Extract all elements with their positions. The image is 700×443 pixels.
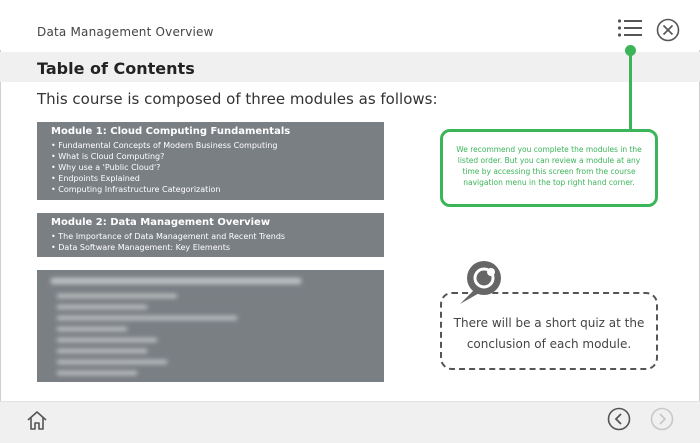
next-button[interactable] [650,407,674,431]
module-2-title: Module 2: Data Management Overview [51,217,271,228]
previous-button[interactable] [607,407,631,431]
chevron-right-circle-icon [650,407,674,431]
module-1-topics [51,140,372,195]
home-icon[interactable] [26,409,48,431]
blurred-content [51,274,371,378]
menu-list-icon[interactable] [617,17,643,39]
list-item: • Fundamental Concepts of Modern Business Computing [51,140,372,151]
tip-text: We recommend you complete the modules in the listed order. But you can review a module at any time by accessing this screen from the course navigation menu in the top right hand corner. [456,145,642,187]
tip-connector-dot [625,45,636,56]
module-1-title: Module 1: Cloud Computing Fundamentals [51,126,291,137]
module-3-card-blurred [37,270,384,382]
chevron-left-circle-icon [607,407,631,431]
course-title: Data Management Overview [37,25,214,39]
list-item: • Endpoints Explained [51,173,372,184]
list-item: • Data Software Management: Key Elements [51,242,372,253]
list-item: • What is Cloud Computing? [51,151,372,162]
module-2-card[interactable] [37,213,384,257]
quiz-text: There will be a short quiz at the conclusion of each module. [453,316,645,351]
page-title: Table of Contents [37,59,195,78]
list-item: • Computing Infrastructure Categorization [51,184,372,195]
module-1-card[interactable] [37,122,384,200]
tip-connector-line [629,52,632,130]
tip-callout [440,129,658,207]
intro-text: This course is composed of three modules as follows: [37,90,438,108]
list-item: • The Importance of Data Management and Recent Trends [51,231,372,242]
list-item: • Why use a 'Public Cloud'? [51,162,372,173]
module-2-topics [51,231,372,253]
close-icon[interactable] [656,18,680,42]
pin-badge-icon [454,258,506,310]
footer-bar [0,401,700,443]
